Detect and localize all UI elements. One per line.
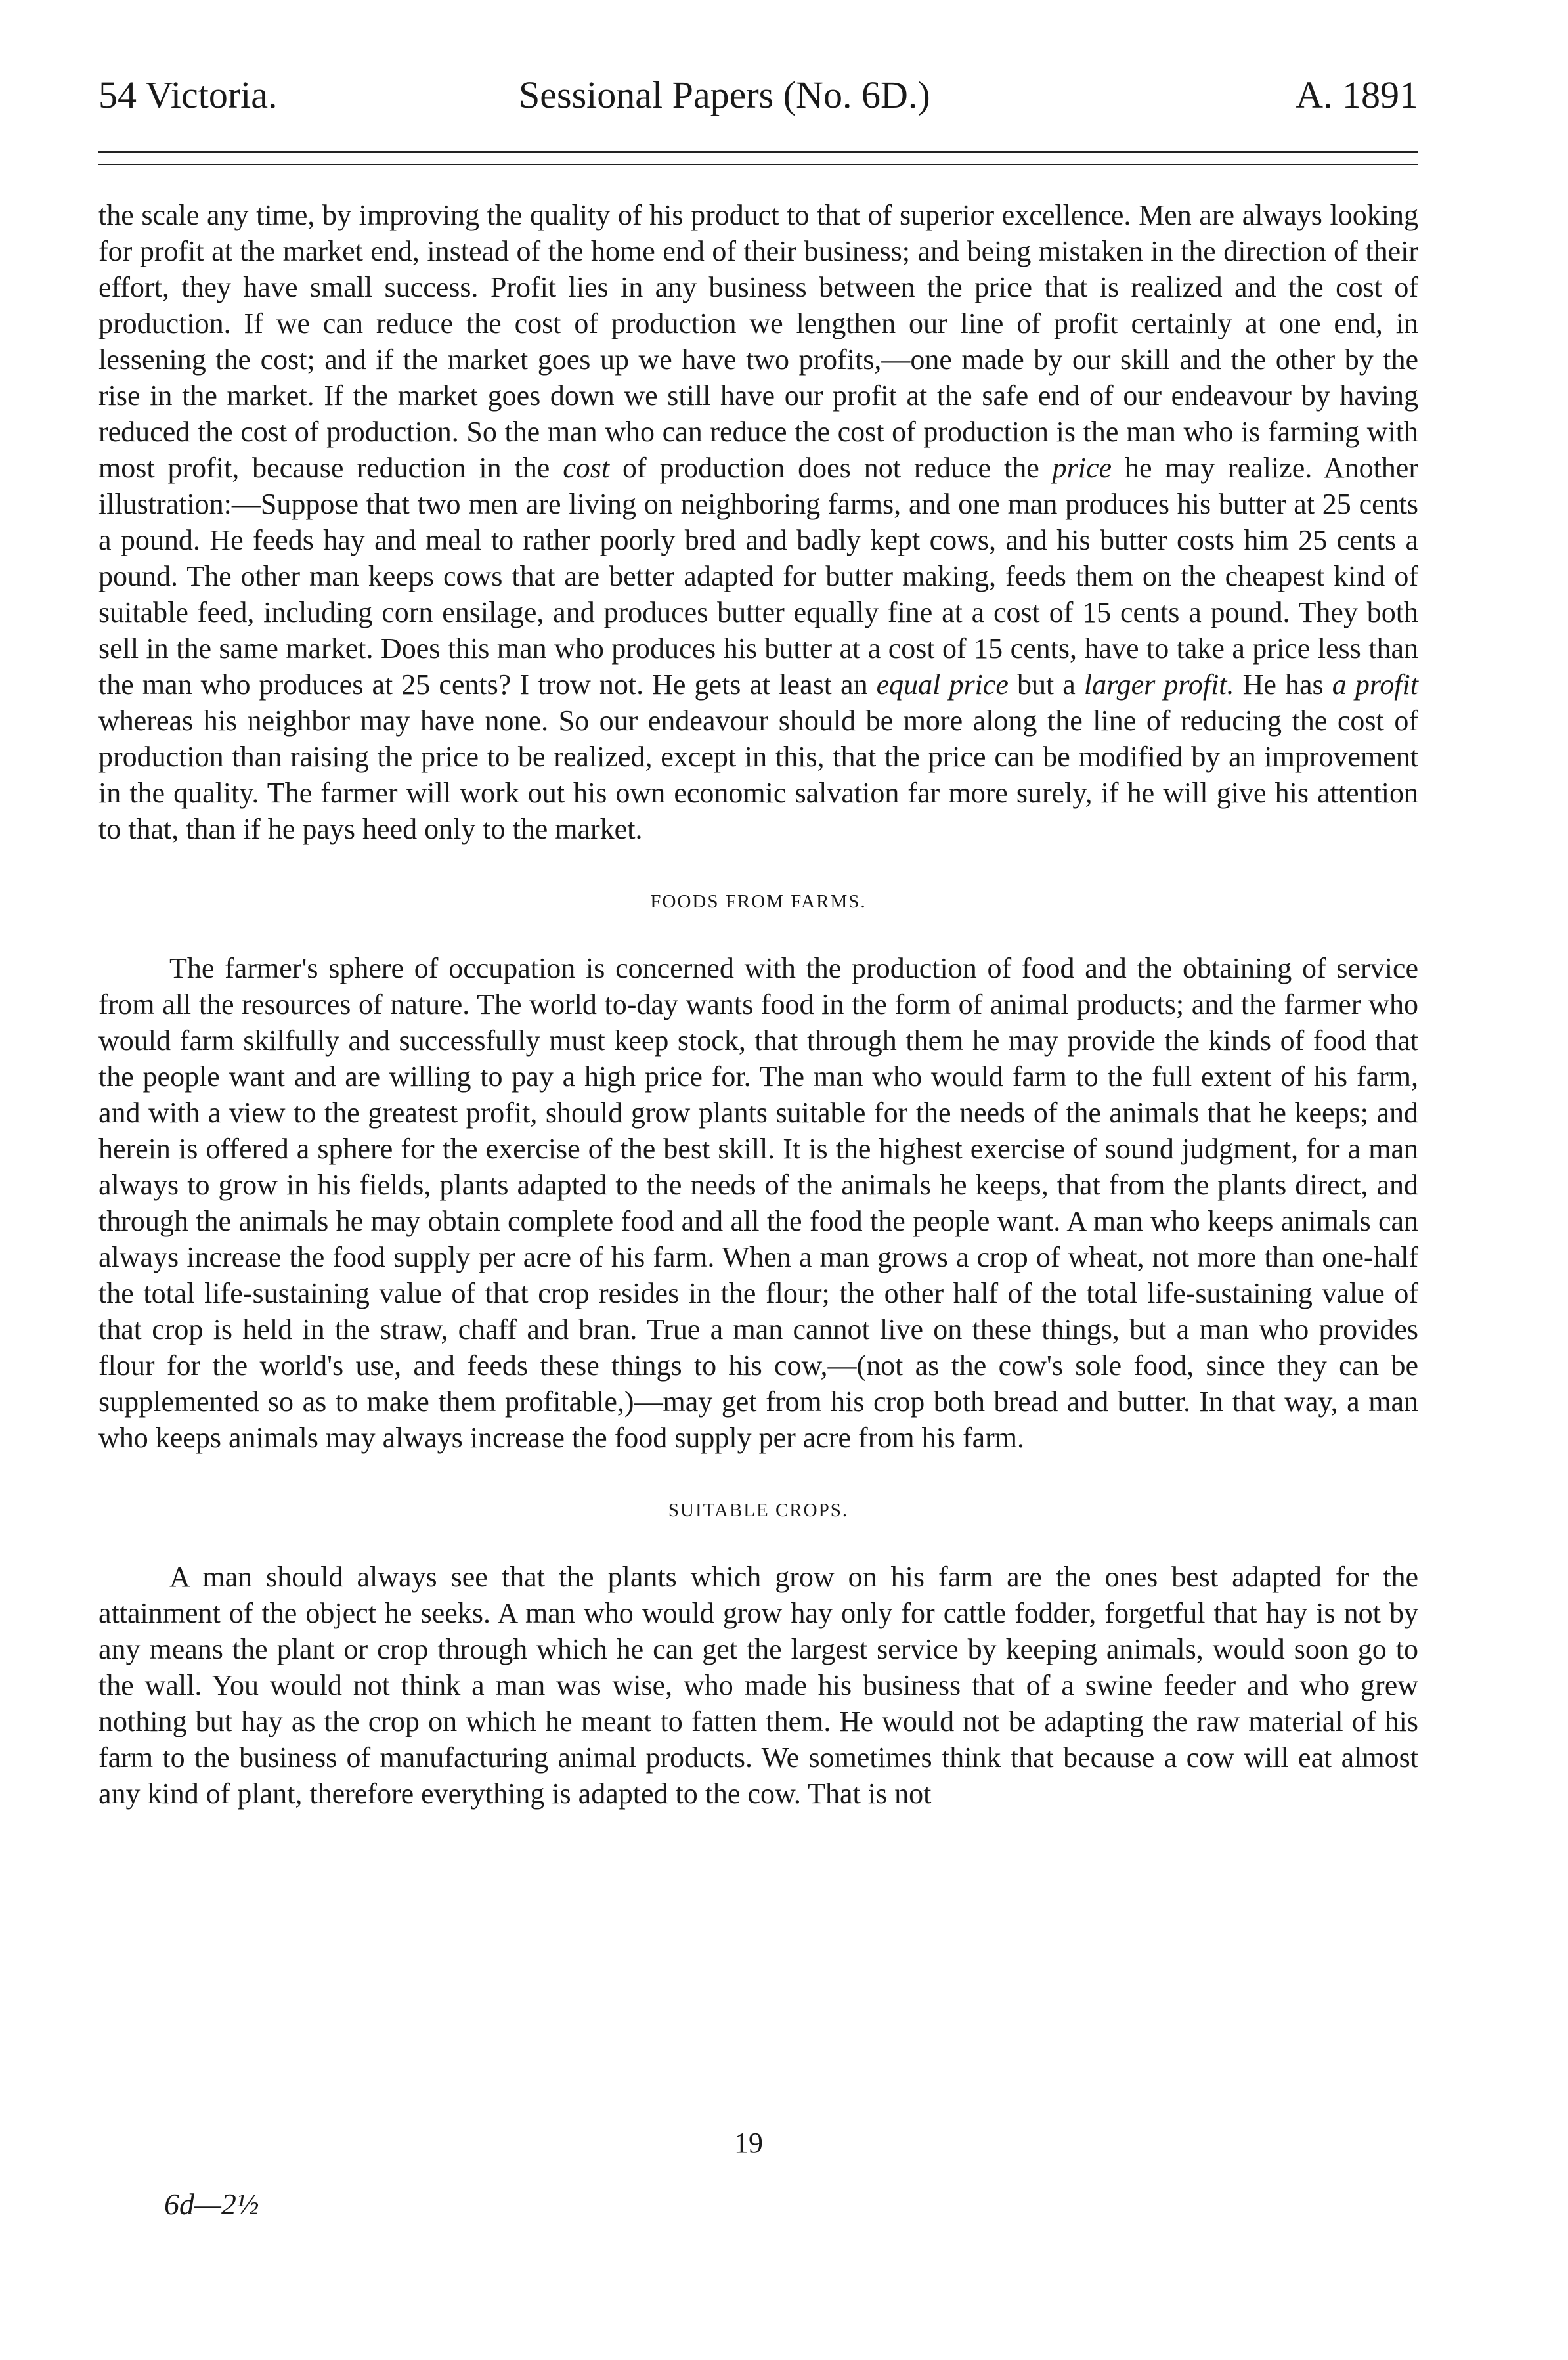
page-number: 19 xyxy=(734,2127,763,2159)
header-title-suffix-sc: D. xyxy=(880,74,918,116)
section-heading-foods-from-farms: FOODS FROM FARMS. xyxy=(650,891,867,912)
italic-larger-profit: larger profit. xyxy=(1083,668,1234,701)
italic-price: price xyxy=(1052,452,1112,484)
section-paragraph-crops: A man should always see that the plants which grow on his farm are the ones best adapted for the attainment of the object he seeks. A man who would grow hay only for cattle fodder, forgetful that hay is not by any means the plant or crop through which he can get the largest service by keeping animals, would soon go to the wall. You would not think a man was wise, who made his business that of a swine feeder and who grew nothing but hay as the crop on which he meant to fatten them. He would not be adapting the raw material of his farm to the business of manufacturing animal products. We sometimes think that because a cow will eat almost any kind of plant, therefore everything is adapted to the cow. That is not xyxy=(98,1561,1418,1810)
intro-text-4: but a xyxy=(1008,668,1084,701)
intro-text-6: whereas his neighbor may have none. So our endeavour should be more along the line of reducing the cost of production than raising the price to be realized, except in this, that the price can be modified by an improvement in the quality. The farmer will work out his own economic salvation far more surely, if he will give his attention to that, than if he pays heed only to the market. xyxy=(98,705,1418,845)
intro-text-1: the scale any time, by improving the quality of his product to that of superior excellence. Men are always looking for profit at the market end, instead of the home end of their business; and being mistaken in the direction of their effort, they have small success. Profit lies in any business between the price that is realized and the cost of production. If we can reduce the cost of production we lengthen our line of profit certainly at one end, in lessening the cost; and if the market goes up we have two profits,—one made by our skill and the other by the rise in the market. If the market goes down we still have our profit at the safe end of our endeavour by having reduced the cost of production. So the man who can reduce the cost of production is the man who is farming with most profit, because reduction in the xyxy=(98,199,1418,484)
header-title-text: Sessional Papers (No. 6 xyxy=(519,74,881,116)
intro-text-5: He has xyxy=(1234,668,1332,701)
header-title-close: ) xyxy=(917,74,930,116)
header-double-rule xyxy=(98,151,1418,165)
body-text xyxy=(98,197,1418,1812)
section-paragraph-foods: The farmer's sphere of occupation is concerned with the production of food and the obtaining of service from all the resources of nature. The world to-day wants food in the form of animal products; and the farmer who would farm skilfully and successfully must keep stock, that through them he may provide the kinds of food that the people want and are willing to pay a high price for. The man who would farm to the full extent of his farm, and with a view to the greatest profit, should grow plants suitable for the needs of the animals that he keeps; and herein is offered a sphere for the exercise of the best skill. It is the highest exercise of sound judgment, for a man always to grow in his fields, plants adapted to the needs of the animals he keeps, that from the plants direct, and through the animals he may obtain complete food and all the food the people want. A man who keeps animals can always increase the food supply per acre of his farm. When a man grows a crop of wheat, not more than one-half the total life-sustaining value of that crop resides in the flour; the other half of the total life-sustaining value of that crop is held in the straw, chaff and bran. True a man cannot live on these things, but a man who provides flour for the world's use, and feeds these things to his cow,—(not as the cow's sole food, since they can be supplemented so as to make them profitable,)—may get from his crop both bread and butter. In that way, a man who keeps animals may always increase the food supply per acre from his farm. xyxy=(98,952,1418,1454)
document-page xyxy=(98,59,1418,1812)
intro-text-3: he may realize. Another illustration:—Suppose that two men are living on neighboring farms, and one man produces his butter at 25 cents a pound. He feeds hay and meal to rather poorly bred and badly kept cows, and his butter costs him 25 cents a pound. The other man keeps cows that are better adapted for butter making, feeds them on the cheapest kind of suitable feed, including corn ensilage, and produces butter equally fine at a cost of 15 cents a pound. They both sell in the same market. Does this man who produces his butter at a cost of 15 cents, have to take a price less than the man who produces at 25 cents? I trow not. He gets at least an xyxy=(98,452,1418,701)
italic-a-profit: a profit xyxy=(1332,668,1418,701)
header-year: A. 1891 xyxy=(1296,74,1418,116)
header-volume: 54 Victoria. xyxy=(98,74,278,116)
header-title xyxy=(519,59,930,131)
section-heading-suitable-crops: SUITABLE CROPS. xyxy=(668,1500,849,1521)
intro-paragraph xyxy=(98,197,1418,847)
italic-cost: cost xyxy=(563,452,610,484)
printer-signature-mark: 6d—2½ xyxy=(164,2187,259,2221)
intro-text-2: of production does not reduce the xyxy=(609,452,1053,484)
italic-equal-price: equal price xyxy=(876,668,1009,701)
running-header xyxy=(98,59,1418,131)
